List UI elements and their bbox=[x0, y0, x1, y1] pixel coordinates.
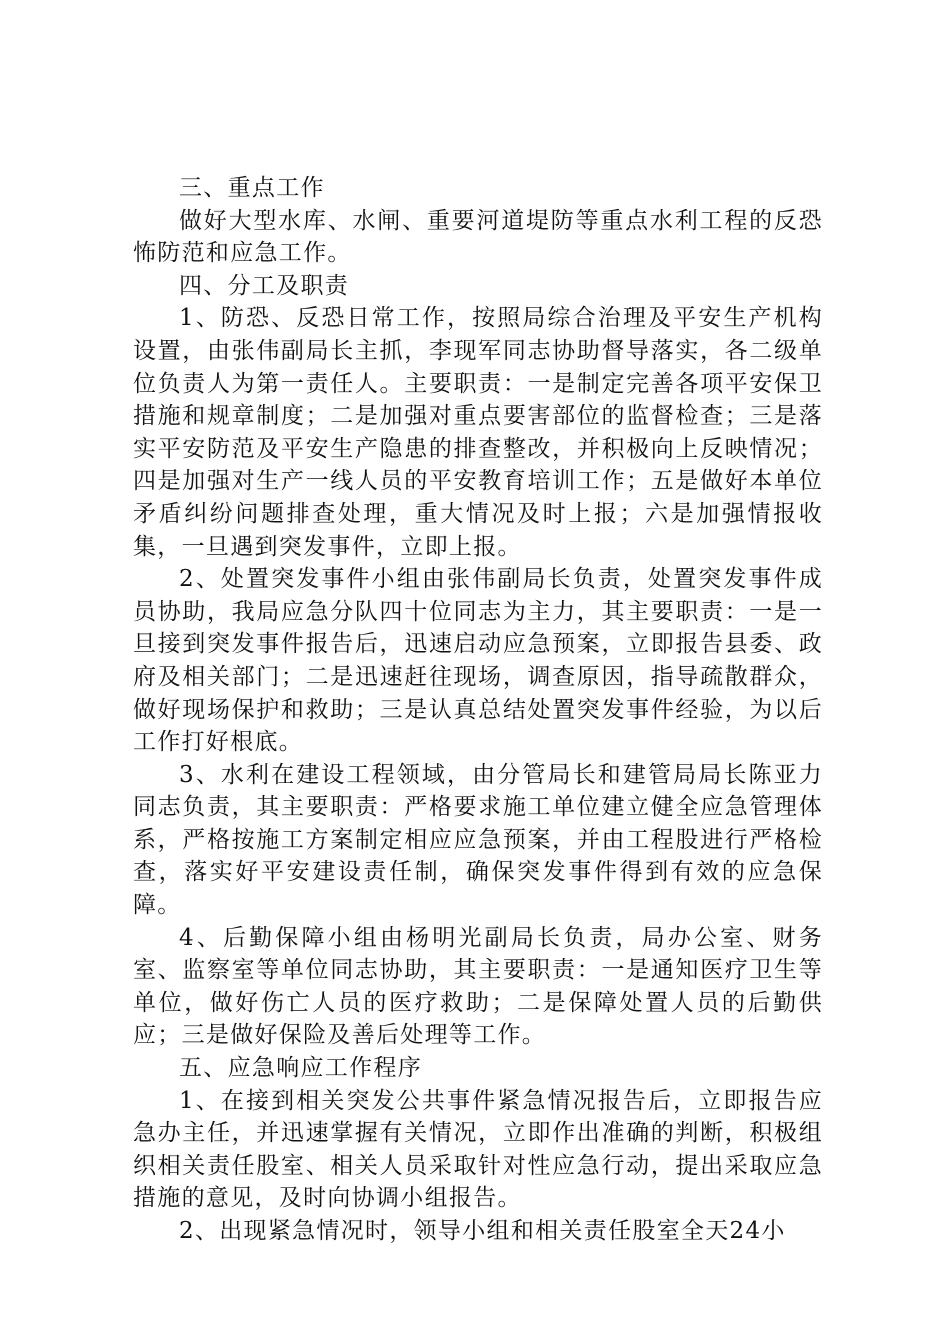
paragraph: 做好大型水库、水闸、重要河道堤防等重点水利工程的反恐怖防范和应急工作。 bbox=[133, 207, 823, 267]
section-heading-emergency-response: 五、应急响应工作程序 bbox=[179, 1055, 422, 1082]
section-heading-key-work: 三、重点工作 bbox=[179, 175, 325, 201]
paragraph: 1、在接到相关突发公共事件紧急情况报告后，立即报告应急办主任，并迅速掌握有关情况，立即作出准确的判断，积极组织相关责任股室、相关人员采取针对性应急行动，提出采取应急措施的意见，及时向协调小组报告。 bbox=[133, 1087, 823, 1212]
section-heading-division-of-duties: 四、分工及职责 bbox=[179, 272, 350, 299]
document-body bbox=[133, 172, 823, 1248]
paragraph: 1、防恐、反恐日常工作，按照局综合治理及平安生产机构设置，由张伟副局长主抓，李现军同志协助督导落实，各二级单位负责人为第一责任人。主要职责：一是制定完善各项平安保卫措施和规章制度；二是加强对重点要害部位的监督检查；三是落实平安防范及平安生产隐患的排查整改，并积极向上反映情况；四是加强对生产一线人员的平安教育培训工作；五是做好本单位矛盾纠纷问题排查处理，重大情况及时上报；六是加强情报收集，一旦遇到突发事件，立即上报。 bbox=[133, 305, 823, 560]
paragraph: 4、后勤保障小组由杨明光副局长负责，局办公室、财务室、监察室等单位同志协助，其主要职责：一是通知医疗卫生等单位，做好伤亡人员的医疗救助；二是保障处置人员的后勤供应；三是做好保险及善后处理等工作。 bbox=[133, 924, 823, 1049]
paragraph: 2、出现紧急情况时，领导小组和相关责任股室全天24小 bbox=[179, 1218, 786, 1244]
paragraph: 3、水利在建设工程领域，由分管局长和建管局局长陈亚力同志负责，其主要职责：严格要求施工单位建立健全应急管理体系，严格按施工方案制定相应应急预案，并由工程股进行严格检查，落实好平安建设责任制，确保突发事件得到有效的应急保障。 bbox=[133, 761, 823, 919]
paragraph: 2、处置突发事件小组由张伟副局长负责，处置突发事件成员协助，我局应急分队四十位同志为主力，其主要职责：一是一旦接到突发事件报告后，迅速启动应急预案，立即报告县委、政府及相关部门；二是迅速赶往现场，调查原因，指导疏散群众，做好现场保护和救助；三是认真总结处置突发事件经验，为以后工作打好根底。 bbox=[133, 566, 823, 756]
